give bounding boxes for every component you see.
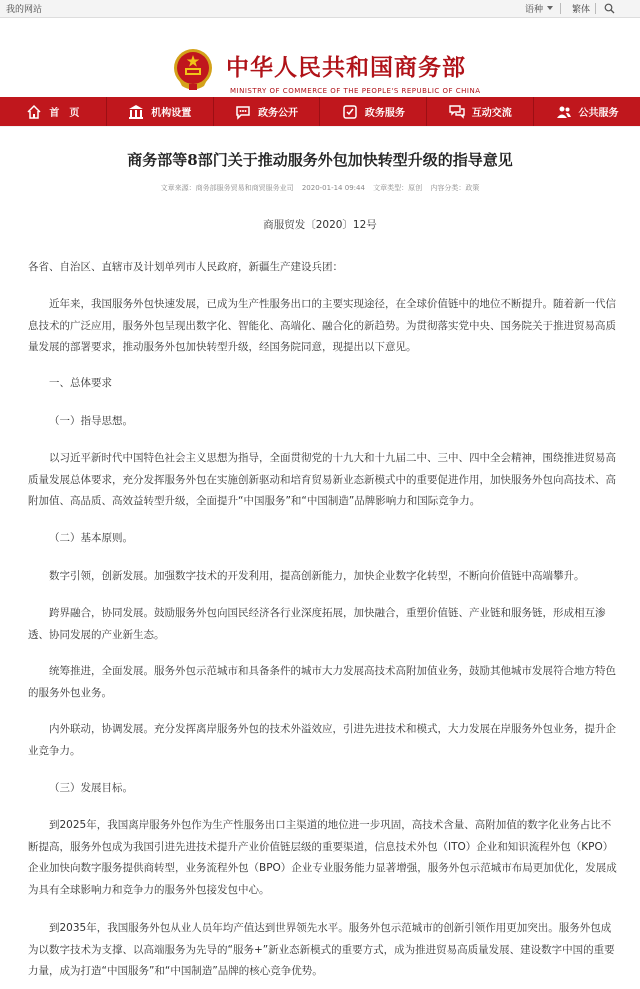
article-category: 内容分类：政策 — [430, 184, 480, 192]
article-paragraph: 各省、自治区、直辖市及计划单列市人民政府，新疆生产建设兵团： — [28, 261, 343, 273]
document-number: 商服贸发〔2020〕12号 — [263, 219, 377, 231]
nav-item-organization[interactable] — [107, 97, 214, 126]
chat-icon — [235, 104, 251, 120]
subsection-heading: （二）基本原则。 — [49, 532, 133, 544]
building-icon — [128, 104, 144, 120]
article-type: 文章类型：原创 — [373, 184, 423, 192]
nav-item-government-affairs[interactable] — [214, 97, 321, 126]
subsection-heading: （一）指导思想。 — [49, 415, 133, 427]
divider — [560, 3, 561, 14]
nav-label: 政务服务 — [364, 108, 405, 119]
search-icon[interactable] — [604, 3, 615, 17]
national-emblem-icon — [169, 46, 217, 94]
home-icon — [26, 104, 42, 120]
article-paragraph: 近年来，我国服务外包快速发展，已成为生产性服务出口的主要实现途径，在全球价值链中的地位不断提升。随着新一代信息技术的广泛应用，服务外包呈现出数字化、智能化、高端化、融合化的新趋势。为贯彻落实党中央、国务院关于推进贸易高质量发展的部署要求，推动服务外包加快转型升级，经国务院同意，现提出以下意见。 — [28, 298, 616, 353]
site-subtitle: MINISTRY OF COMMERCE OF THE PEOPLE'S REPUBLIC OF CHINA — [230, 87, 481, 95]
article-title: 商务部等8部门关于推动服务外包加快转型升级的指导意见 — [127, 151, 513, 169]
nav-item-home[interactable] — [0, 97, 107, 126]
article-container — [0, 127, 640, 989]
service-icon — [342, 104, 358, 120]
article-paragraph: 内外联动，协调发展。充分发挥离岸服务外包的技术外溢效应，引进先进技术和模式，大力发展在岸服务外包业务，提升企业竞争力。 — [28, 723, 616, 757]
article-paragraph: 数字引领，创新发展。加强数字技术的开发利用，提高创新能力，加快企业数字化转型，不断向价值链中高端攀升。 — [49, 570, 585, 582]
section-heading: 一、总体要求 — [49, 377, 112, 389]
users-icon — [556, 104, 572, 120]
nav-label: 互动交流 — [471, 108, 512, 119]
top-utility-bar — [0, 0, 640, 18]
language-selector[interactable]: 语种 — [525, 5, 544, 15]
article-source: 文章来源：商务部服务贸易和商贸服务业司 — [160, 184, 294, 192]
nav-label: 机构设置 — [151, 108, 192, 119]
nav-item-public-services[interactable] — [534, 97, 640, 126]
chevron-down-icon[interactable] — [547, 6, 553, 10]
nav-label: 政务公开 — [258, 108, 299, 119]
article-paragraph: 到2025年，我国离岸服务外包作为生产性服务出口主渠道的地位进一步巩固，高技术含量、高附加值的数字化业务占比不断提高，服务外包成为我国引进先进技术提升产业价值链层级的重要渠道，信息技术外包（ITO）企业和知识流程外包（KPO）企业加快向数字服务提供商转型，业务流程外包（BPO）企业专业服务能力显著增强，服务外包示范城市布局更加优化，发展成为具有全球影响力和竞争力的服务外包接发包中心。 — [28, 819, 617, 896]
main-nav — [0, 97, 640, 126]
article-paragraph: 跨界融合，协同发展。鼓励服务外包向国民经济各行业深度拓展，加快融合，重塑价值链、产业链和服务链，形成相互渗透、协同发展的产业新生态。 — [28, 607, 606, 641]
nav-item-interaction[interactable] — [427, 97, 534, 126]
article-date: 2020-01-14 09:44 — [301, 184, 365, 192]
site-title[interactable]: 中华人民共和国商务部 — [226, 55, 466, 81]
comments-icon — [449, 104, 465, 120]
nav-item-government-services[interactable] — [320, 97, 427, 126]
article-paragraph: 统筹推进，全面发展。服务外包示范城市和具备条件的城市大力发展高技术高附加值业务，鼓励其他城市发展符合地方特色的服务外包业务。 — [28, 665, 616, 699]
traditional-chinese-link[interactable]: 繁体 — [572, 5, 591, 15]
article-paragraph: 到2035年，我国服务外包从业人员年均产值达到世界领先水平。服务外包示范城市的创新引领作用更加突出。服务外包成为以数字技术为支撑、以高端服务为先导的“服务+”新业态新模式的重要方式，成为推进贸易高质量发展、建设数字中国的重要力量，成为打造“中国服务”和“中国制造”品牌的核心竞争优势。 — [28, 922, 615, 977]
article-meta — [0, 183, 640, 193]
subsection-heading: （三）发展目标。 — [49, 782, 133, 794]
site-header — [0, 18, 640, 97]
nav-label: 首 页 — [49, 108, 80, 119]
divider — [595, 3, 596, 14]
article-paragraph: 以习近平新时代中国特色社会主义思想为指导，全面贯彻党的十九大和十九届二中、三中、四中全会精神，围绕推进贸易高质量发展总体要求，充分发挥服务外包在实施创新驱动和培育贸易新业态新模式中的重要促进作用，加快服务外包向高技术、高附加值、高品质、高效益转型升级，全面提升“中国服务”和“中国制造”品牌影响力和国际竞争力。 — [28, 452, 616, 507]
nav-label: 公共服务 — [578, 108, 619, 119]
my-site-link[interactable]: 我的网站 — [6, 5, 43, 15]
